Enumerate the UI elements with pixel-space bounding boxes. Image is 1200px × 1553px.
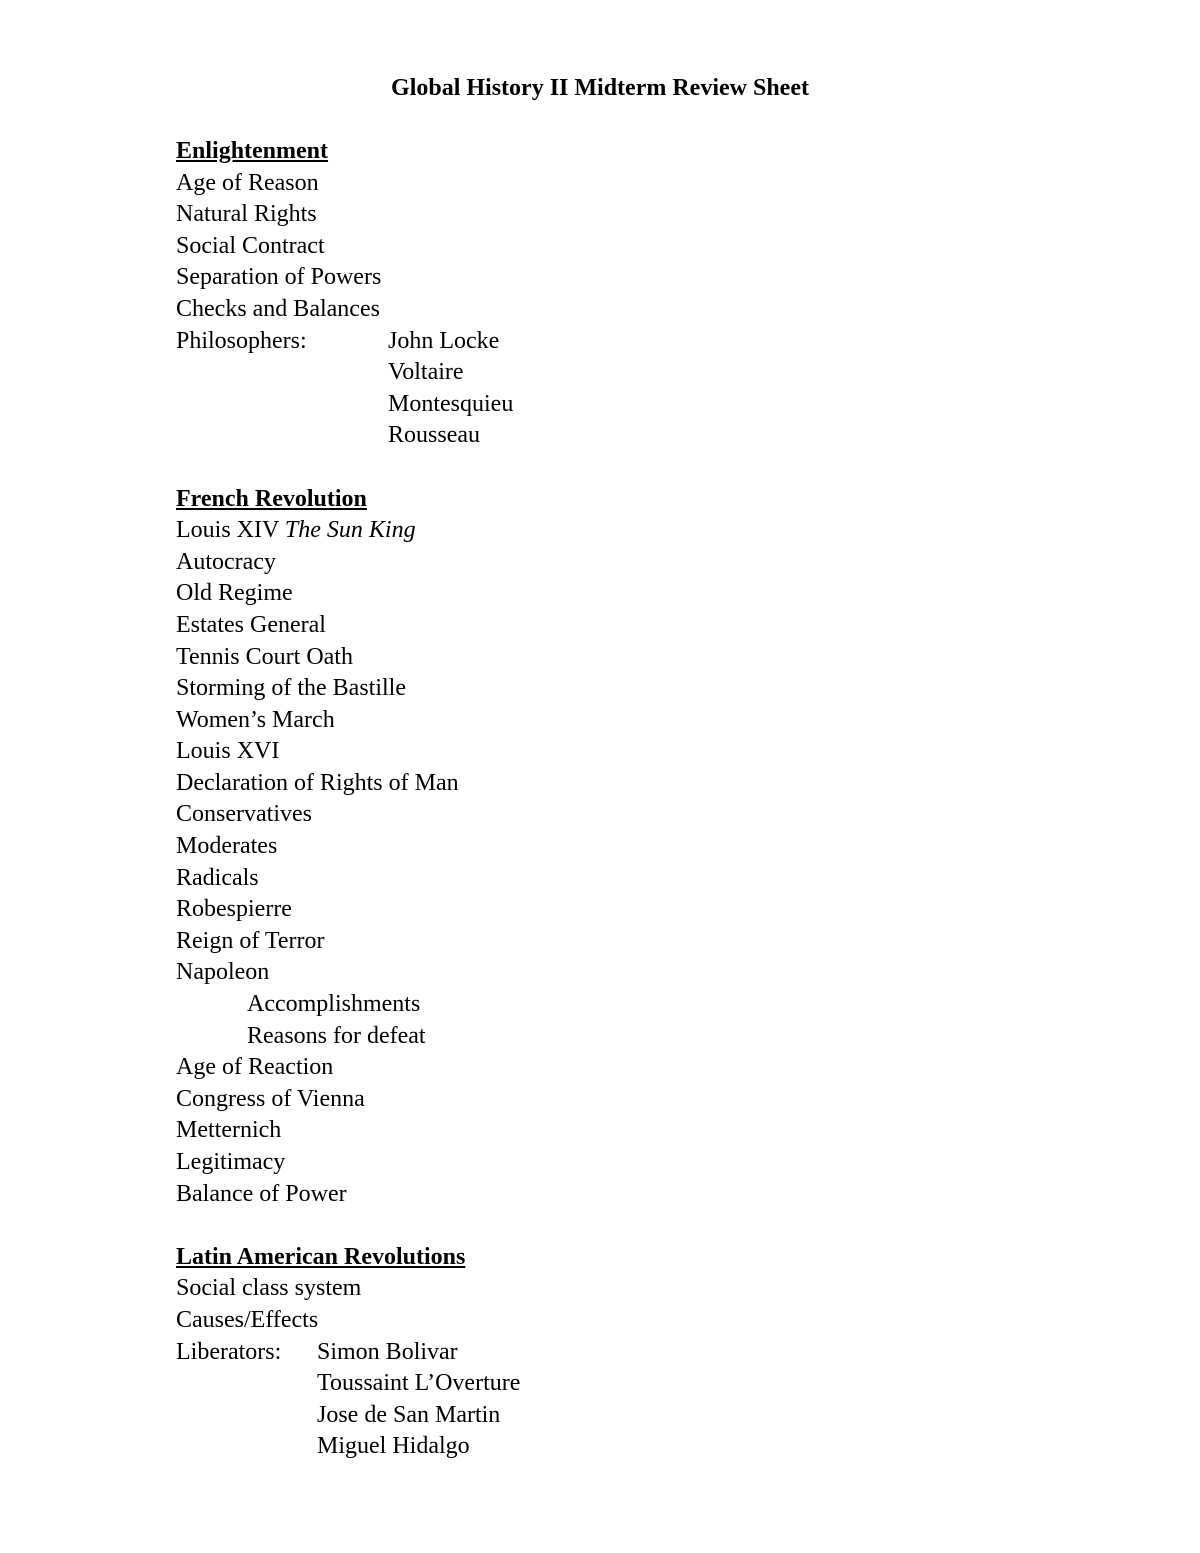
section-spacer bbox=[176, 452, 1076, 484]
liberators-label: Liberators: bbox=[176, 1338, 282, 1365]
liberator-name: Jose de San Martin bbox=[317, 1401, 501, 1428]
louis-xiv-nickname: The Sun King bbox=[284, 517, 416, 544]
list-item: Declaration of Rights of Man bbox=[176, 769, 459, 796]
list-item: Old Regime bbox=[176, 580, 293, 607]
liberator-name: Toussaint L’Overture bbox=[317, 1370, 521, 1397]
philosopher-name: Montesquieu bbox=[388, 390, 514, 417]
list-item: Legitimacy bbox=[176, 1149, 286, 1175]
list-item: Autocracy bbox=[176, 548, 276, 575]
list-item: Social Contract bbox=[176, 232, 325, 259]
list-item: Congress of Vienna bbox=[176, 1085, 365, 1112]
list-item: Estates General bbox=[176, 611, 326, 638]
liberator-name: Simon Bolivar bbox=[317, 1338, 458, 1365]
philosopher-name: Rousseau bbox=[388, 422, 480, 449]
list-item: Metternich bbox=[176, 1117, 282, 1144]
list-item: Separation of Powers bbox=[176, 264, 382, 291]
list-item: Tennis Court Oath bbox=[176, 643, 353, 670]
list-item: Moderates bbox=[176, 833, 278, 860]
list-item: Age of Reason bbox=[176, 169, 319, 196]
philosopher-name: John Locke bbox=[388, 327, 500, 354]
philosophers-label: Philosophers: bbox=[176, 327, 307, 354]
liberators-row bbox=[176, 1337, 1076, 1369]
section-heading-latin-american: Latin American Revolutions bbox=[176, 1243, 466, 1270]
philosopher-name: Voltaire bbox=[388, 359, 464, 386]
list-item: Reign of Terror bbox=[176, 927, 325, 954]
list-item bbox=[176, 515, 1076, 547]
list-item: Louis XVI bbox=[176, 738, 280, 765]
list-item: Causes/Effects bbox=[176, 1306, 319, 1333]
louis-xiv-text: Louis XIV bbox=[176, 517, 279, 544]
list-item: Balance of Power bbox=[176, 1180, 347, 1207]
section-heading-enlightenment: Enlightenment bbox=[176, 138, 329, 164]
section-heading-french-revolution: French Revolution bbox=[176, 485, 367, 512]
review-content bbox=[176, 136, 1076, 1463]
list-item: Conservatives bbox=[176, 801, 312, 828]
list-item: Age of Reaction bbox=[176, 1054, 334, 1081]
section-spacer bbox=[176, 1210, 1076, 1242]
sub-list-item: Reasons for defeat bbox=[247, 1022, 426, 1049]
page-title: Global History II Midterm Review Sheet bbox=[391, 75, 809, 101]
list-item: Robespierre bbox=[176, 896, 292, 923]
list-item: Radicals bbox=[176, 864, 259, 891]
list-item: Checks and Balances bbox=[176, 295, 380, 322]
list-item: Women’s March bbox=[176, 706, 335, 733]
liberator-name: Miguel Hidalgo bbox=[317, 1433, 470, 1460]
sub-list-item: Accomplishments bbox=[247, 991, 421, 1018]
list-item: Social class system bbox=[176, 1275, 362, 1302]
list-item: Natural Rights bbox=[176, 201, 317, 228]
list-item: Storming of the Bastille bbox=[176, 675, 406, 702]
list-item: Napoleon bbox=[176, 959, 270, 986]
philosophers-row bbox=[176, 326, 1076, 358]
